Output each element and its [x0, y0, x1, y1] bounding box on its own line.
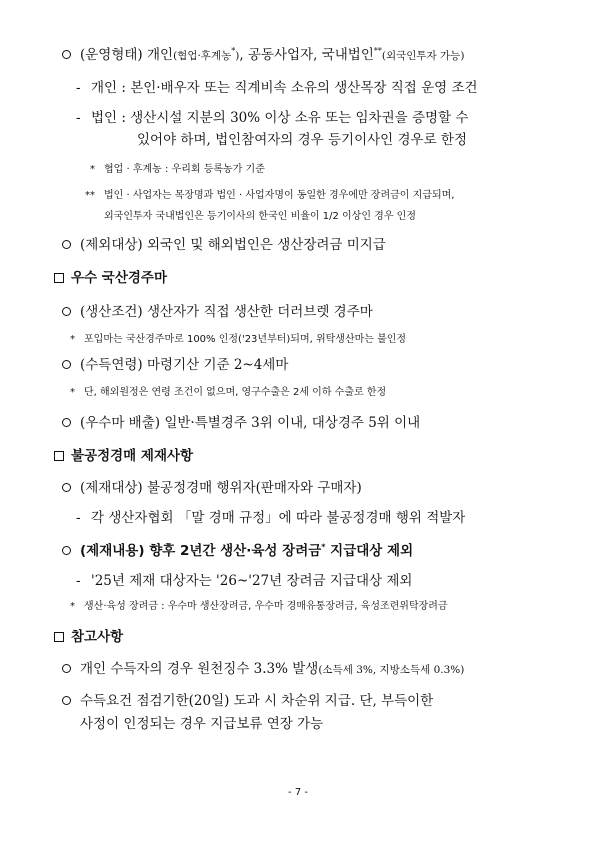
checkbox-square-icon — [54, 632, 64, 642]
document-page: (운영형태) 개인(협업·후계농*), 공동사업자, 국내법인**(외국인투자 가능) - 개인 : 본인·배우자 또는 직계비속 소유의 생산목장 직접 운영 조건 - 법인 : 생산시설 지분의 30% 이상 소유 또는 임차권을 증명할 수 있어야 하며, 법인참여자의 경우 등기이사인 경우로 한정 * 협업 · 후계농 : 우리회 등록농가 기준 ** 법인 · 사업자는 목장명과 법인 · 사업자명이 동일한 경우에만 장려금이 지급되며, 외국인투자 국내법인은 등기이사의 한국인 비율이 1/2 이상인 경우 인정 (제외대상) 외국인 및 해외법인은 생산장려금 미지급 우수 국산경주마 (생산조건) 생산자가 직접 생산한 더러브렛 경주마 * 포입마는 국산경주마로 100% 인정('23년부터)되며, 위탁생산마는 불인정 (수득연령) 마령기산 기준 2~4세마 * 단, 해외원정은 연령 조건이 없으며, 영구수출은 2세 이하 수출로 한정 (우수마 배출) 일반·특별경주 3위 이내, 대상경주 5위 이내 불공정경매 제재사항 (제재대상) 불공정경매 행위자(판매자와 구매자) - 각 생산자협회 「말 경매 규정」에 따라 불공정경매 행위 적발자 (제재내용) 향후 2년간 생산·육성 장려금* 지급대상 제외 - '25년 제재 대상자는 '26~'27년 장려금 지급대상 제외 * 생산·육성 장려금 : 우수마 생산장려금, 우수마 경매유통장려금, 육성조련위탁장려금 참고사항 개인 수득자의 경우 원천징수 3.3% 발생(소득세 3%, 지방소득세 0.3%) 수득요건 점검기한(20일) 도과 시 차순위 지급. 단, 부득이한 사정이 인정되는 경우 지급보류 연장 가능 - 7 - — [0, 0, 596, 843]
circle-bullet-icon — [62, 50, 71, 59]
checkbox-square-icon — [54, 451, 64, 461]
circle-bullet-icon — [62, 360, 71, 369]
checkbox-square-icon — [54, 273, 64, 283]
circle-bullet-icon — [62, 418, 71, 427]
circle-bullet-icon — [62, 483, 71, 492]
circle-bullet-icon — [62, 240, 71, 249]
circle-bullet-icon — [62, 307, 71, 316]
circle-bullet-icon — [62, 546, 71, 555]
circle-bullet-icon — [62, 696, 71, 705]
circle-bullet-icon — [62, 664, 71, 673]
page-number: - 7 - — [288, 787, 308, 798]
